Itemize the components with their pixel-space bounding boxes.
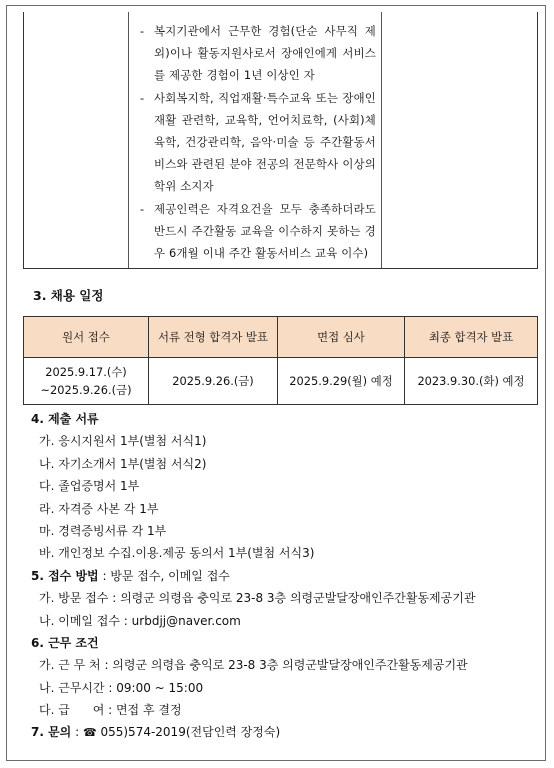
schedule-header: 원서 접수 [24, 317, 149, 358]
schedule-header: 서류 전형 합격자 발표 [149, 317, 278, 358]
schedule-cell-line: 2025.9.17.(수) [45, 365, 127, 379]
list-item: 가. 방문 접수 : 의령군 의령읍 충익로 23-8 3층 의령군발달장애인주간활동제공기관 [39, 591, 476, 606]
contact-text: 055)574-2019(전담인력 장정숙) [96, 725, 281, 740]
schedule-cell: 2025.9.26.(금) [149, 358, 278, 405]
submission-heading: 5. 접수 방법 [31, 568, 99, 583]
list-item: 다. 급 여 : 면접 후 결정 [39, 703, 182, 718]
list-item: 라. 자격증 사본 각 1부 [39, 501, 159, 516]
schedule-cell [24, 358, 149, 405]
contact-line [31, 721, 475, 743]
schedule-header: 최종 합격자 발표 [405, 317, 538, 358]
table-column-left [24, 12, 129, 268]
schedule-heading: 3. 채용 일정 [33, 288, 104, 303]
qualification-list [140, 20, 376, 264]
qualification-item: - 복지기관에서 근무한 경험(단순 사무직 제외)이나 활동지원사로서 장애인에게 서비스를 제공한 경험이 1년 이상인 자 [140, 20, 376, 87]
list-item: 바. 개인정보 수집.이용.제공 동의서 1부(별첨 서식3) [39, 546, 315, 561]
document-list [31, 408, 475, 744]
qualification-item: - 제공인력은 자격요건을 모두 충족하더라도 반드시 주간활동 교육을 이수하지 못하는 경우 6개월 이내 주간 활동서비스 교육 이수) [140, 198, 376, 265]
schedule-table [23, 316, 538, 405]
schedule-cell: 2025.9.29(월) 예정 [278, 358, 405, 405]
list-item: 다. 졸업증명서 1부 [39, 479, 140, 494]
contact-heading: 7. 문의 [31, 725, 72, 740]
email-item[interactable]: 나. 이메일 접수 : urbdjj@naver.com [39, 613, 241, 628]
submission-line [31, 565, 475, 587]
schedule-cell: 2023.9.30.(화) 예정 [405, 358, 538, 405]
list-item: 나. 자기소개서 1부(별첨 서식2) [39, 456, 207, 471]
list-item: 나. 근무시간 : 09:00 ~ 15:00 [39, 680, 204, 695]
list-item: 가. 근 무 처 : 의령군 의령읍 충익로 23-8 3층 의령군발달장애인주간활동제공기관 [39, 658, 468, 673]
schedule-header: 면접 심사 [278, 317, 405, 358]
schedule-cell-line: ~2025.9.26.(금) [40, 383, 132, 397]
list-item: 마. 경력증빙서류 각 1부 [39, 523, 167, 538]
submission-summary: : 방문 접수, 이메일 접수 [98, 568, 230, 583]
qualification-item: - 사회복지학, 직업재활·특수교육 또는 장애인재활 관련학, 교육학, 언어치료학, (사회)체육학, 건강관리학, 음악·미술 등 주간활동서비스와 관련된 분야 전공의 전문학사 이상의 학위 소지자 [140, 87, 376, 198]
documents-heading: 4. 제출 서류 [31, 412, 99, 426]
contact-separator: : [71, 725, 83, 740]
qualification-table [23, 12, 538, 269]
document-page [6, 5, 546, 761]
list-item: 가. 응시지원서 1부(별첨 서식1) [39, 434, 207, 449]
phone-icon: ☎ [82, 726, 97, 740]
table-column-divider [381, 12, 382, 268]
conditions-heading: 6. 근무 조건 [31, 635, 99, 650]
